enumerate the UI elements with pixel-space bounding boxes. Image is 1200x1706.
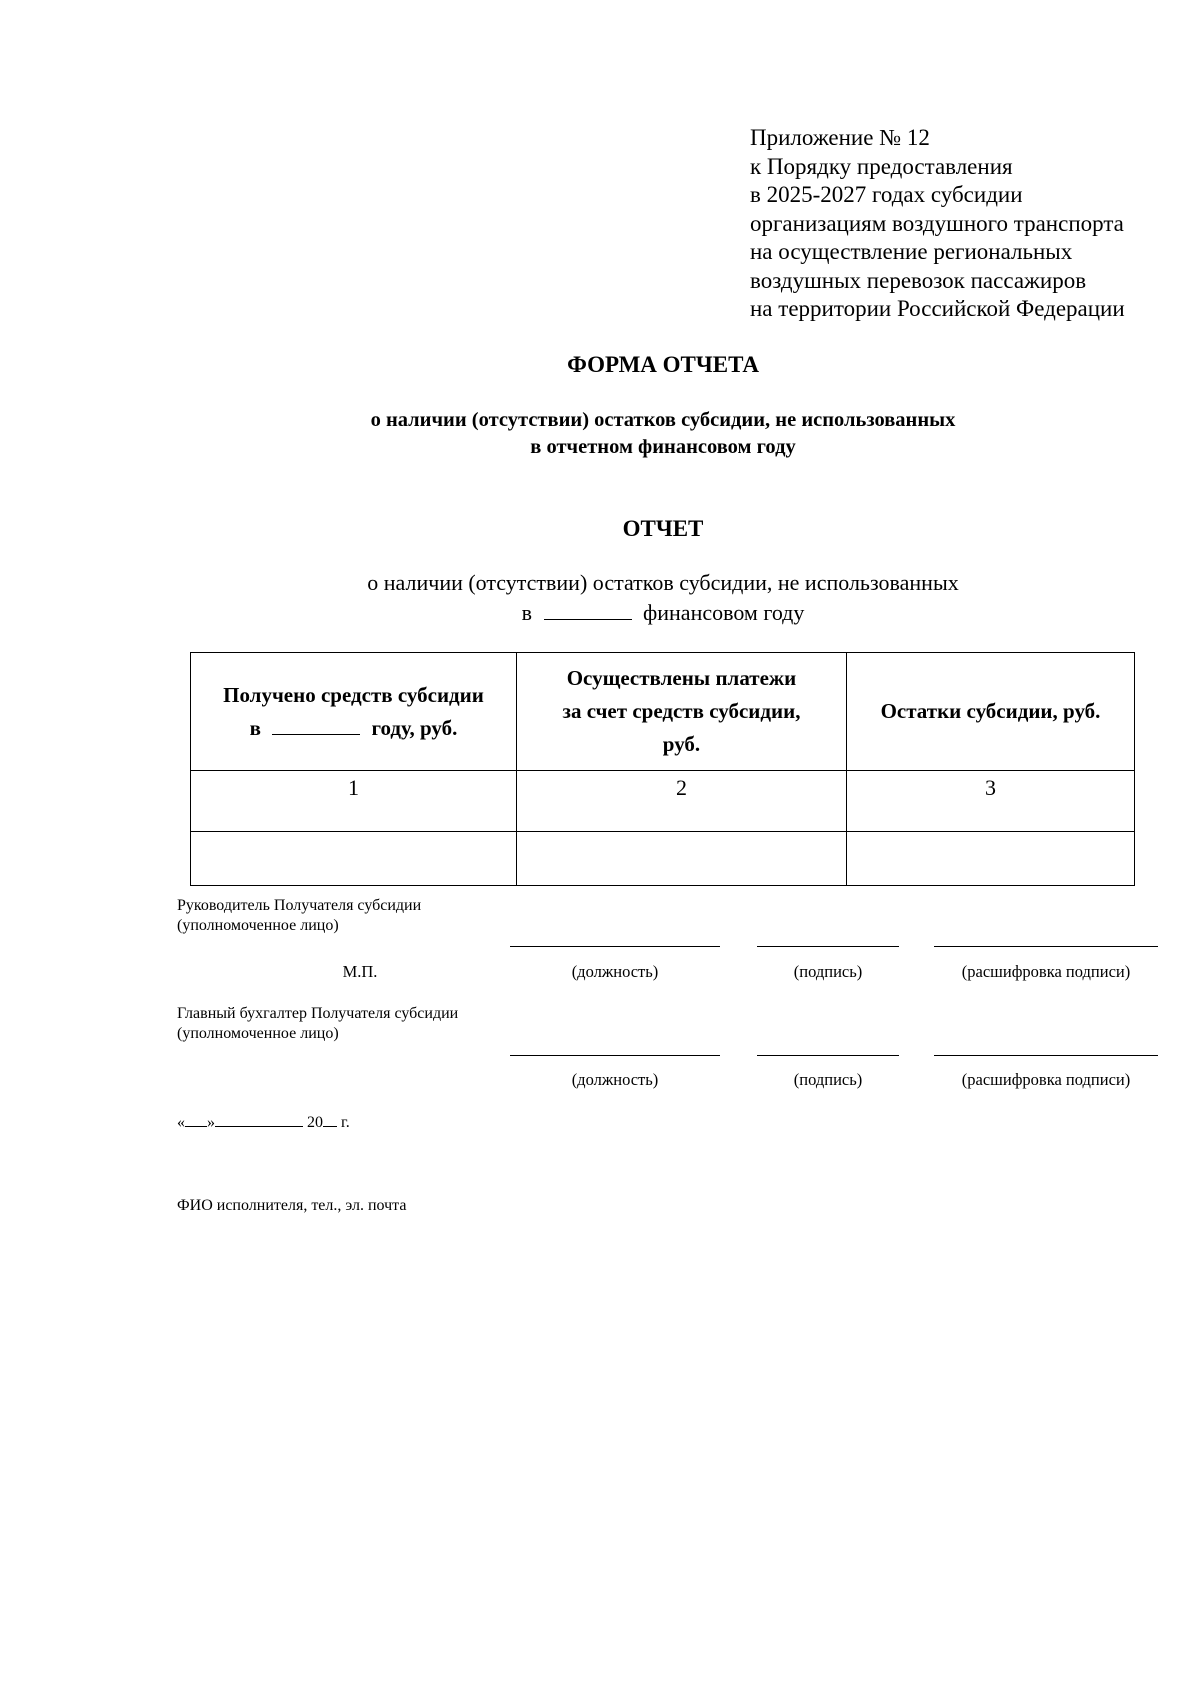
received-value-cell[interactable] <box>191 832 517 886</box>
executor-info: ФИО исполнителя, тел., эл. почта <box>177 1197 407 1214</box>
appendix-block <box>750 124 1125 324</box>
head-decoding-line[interactable] <box>934 946 1158 947</box>
header-received <box>191 653 517 771</box>
table-number-row <box>191 771 1135 832</box>
column-number: 2 <box>517 771 847 832</box>
head-signer-line2: (уполномоченное лицо) <box>177 917 339 934</box>
head-position-caption: (должность) <box>571 962 659 981</box>
accountant-decoding-caption: (расшифровка подписи) <box>961 1070 1131 1089</box>
appendix-line: организациям воздушного транспорта <box>750 210 1124 236</box>
header-received-prefix: в <box>249 715 262 740</box>
header-payments-line1: Осуществлены платежи <box>566 666 797 690</box>
head-signature-line[interactable] <box>757 946 899 947</box>
column-number: 1 <box>191 771 517 832</box>
form-subtitle-line2: в отчетном финансовом году <box>530 436 796 458</box>
head-position-line[interactable] <box>510 946 720 947</box>
header-payments <box>517 653 847 771</box>
accountant-signature-caption: (подпись) <box>793 1070 863 1089</box>
appendix-line: Приложение № 12 <box>750 125 930 150</box>
table-header-row <box>191 653 1135 771</box>
date-open-quote: « <box>177 1114 185 1131</box>
column-number: 3 <box>847 771 1135 832</box>
form-subtitle <box>0 407 1200 461</box>
appendix-line: воздушных перевозок пассажиров <box>750 267 1087 293</box>
accountant-signer-line1: Главный бухгалтер Получателя субсидии <box>177 1005 459 1022</box>
appendix-line: на осуществление региональных <box>750 239 1073 264</box>
report-title: ОТЧЕТ <box>622 516 704 541</box>
header-balance-text: Остатки субсидии, руб. <box>880 699 1101 723</box>
date-year-suffix: г. <box>341 1114 350 1131</box>
form-subtitle-line1: о наличии (отсутствии) остатков субсидии, не использованных <box>370 409 956 431</box>
table-data-row <box>191 832 1135 886</box>
accountant-position-caption: (должность) <box>571 1070 659 1089</box>
header-received-suffix: году, руб. <box>371 715 458 740</box>
date-year-prefix: 20 <box>307 1114 323 1131</box>
report-table <box>190 652 1135 886</box>
head-signer-label <box>177 896 421 936</box>
header-payments-line2: за счет средств субсидии, <box>562 699 801 723</box>
date-line <box>177 1112 350 1133</box>
report-year-prefix: в <box>521 600 532 625</box>
date-day-blank[interactable] <box>185 1112 207 1127</box>
date-year-blank[interactable] <box>323 1112 337 1127</box>
head-signer-line1: Руководитель Получателя субсидии <box>177 897 422 914</box>
accountant-signature-line[interactable] <box>757 1055 899 1056</box>
accountant-signer-line2: (уполномоченное лицо) <box>177 1025 339 1042</box>
stamp-label: М.П. <box>342 962 378 981</box>
report-subtitle-line1: о наличии (отсутствии) остатков субсидии, не использованных <box>367 570 959 595</box>
appendix-line: в 2025-2027 годах субсидии <box>750 182 1023 207</box>
report-subtitle <box>0 568 1200 627</box>
header-balance <box>847 653 1135 771</box>
appendix-line: к Порядку предоставления <box>750 153 1013 179</box>
report-year-blank[interactable] <box>544 597 632 620</box>
balance-value-cell[interactable] <box>847 832 1135 886</box>
appendix-line: на территории Российской Федерации <box>750 296 1125 321</box>
accountant-signer-label <box>177 1004 458 1044</box>
report-year-suffix: финансовом году <box>643 600 805 625</box>
date-close-quote: » <box>207 1114 215 1131</box>
accountant-position-line[interactable] <box>510 1055 720 1056</box>
report-subtitle-line2 <box>0 597 1200 627</box>
date-month-blank[interactable] <box>215 1112 303 1127</box>
accountant-decoding-line[interactable] <box>934 1055 1158 1056</box>
header-received-line1: Получено средств субсидии <box>223 682 484 707</box>
header-payments-line3: руб. <box>662 732 701 756</box>
form-title: ФОРМА ОТЧЕТА <box>567 352 759 377</box>
header-year-blank[interactable] <box>272 713 360 735</box>
head-signature-caption: (подпись) <box>793 962 863 981</box>
header-received-line2 <box>191 712 516 745</box>
payments-value-cell[interactable] <box>517 832 847 886</box>
head-decoding-caption: (расшифровка подписи) <box>961 962 1131 981</box>
